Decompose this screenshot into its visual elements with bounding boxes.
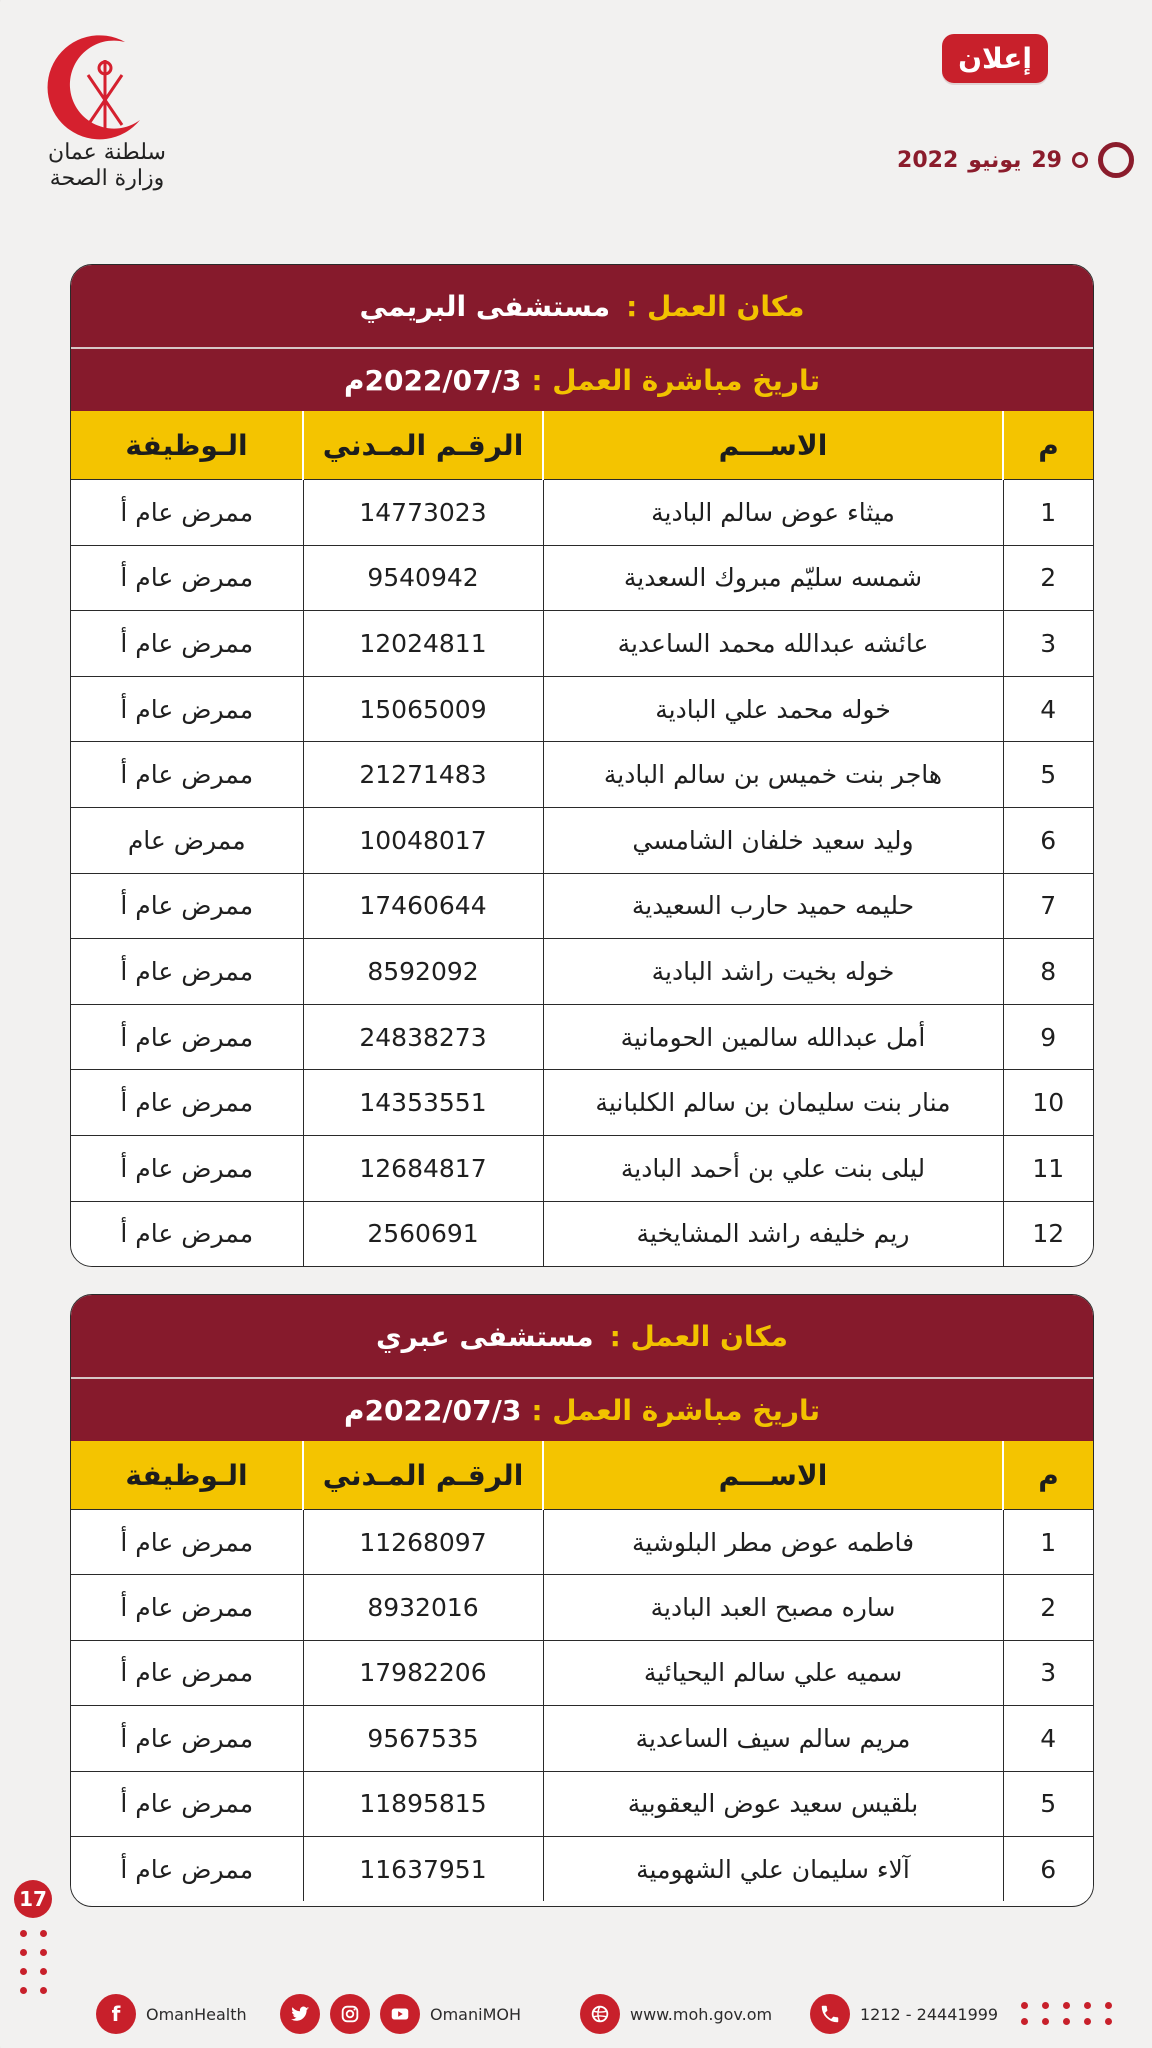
phone-number: 1212 - 24441999 <box>860 2004 999 2024</box>
name-cell: بلقيس سعيد عوض اليعقوبية <box>543 1771 1003 1836</box>
header-serial: م <box>1003 1441 1093 1510</box>
announcement-date <box>897 140 1134 180</box>
facebook-handle: OmanHealth <box>146 2004 247 2024</box>
serial-cell: 2 <box>1003 1575 1093 1640</box>
civil-id-cell: 17460644 <box>303 873 543 939</box>
start-date-label: تاريخ مباشرة العمل : <box>531 1393 821 1427</box>
table-row <box>71 480 1093 546</box>
serial-cell: 4 <box>1003 676 1093 742</box>
job-cell: ممرض عام أ <box>71 873 303 939</box>
civil-id-cell: 21271483 <box>303 742 543 808</box>
table-row <box>71 1836 1093 1901</box>
serial-cell: 3 <box>1003 1640 1093 1705</box>
instagram-icon <box>330 1994 370 2034</box>
table-row <box>71 1070 1093 1136</box>
name-cell: هاجر بنت خميس بن سالم البادية <box>543 742 1003 808</box>
civil-id-cell: 11637951 <box>303 1836 543 1901</box>
date-year: 2022 <box>897 147 959 173</box>
table-row <box>71 1575 1093 1640</box>
table-row <box>71 807 1093 873</box>
globe-icon <box>580 1994 620 2034</box>
hospital-section-buraimi <box>70 264 1094 1267</box>
announcement-badge: إعلان <box>942 34 1048 83</box>
table-row <box>71 1004 1093 1070</box>
job-cell: ممرض عام أ <box>71 1706 303 1771</box>
circle-icon <box>1072 152 1088 168</box>
header-name: الاســـم <box>543 1441 1003 1510</box>
start-date-value: 2022/07/3م <box>343 1393 522 1427</box>
job-cell: ممرض عام أ <box>71 1004 303 1070</box>
civil-id-cell: 9540942 <box>303 545 543 611</box>
start-date-row <box>71 1379 1093 1441</box>
civil-id-cell: 11268097 <box>303 1510 543 1575</box>
table-row <box>71 742 1093 808</box>
table-row <box>71 545 1093 611</box>
serial-cell: 10 <box>1003 1070 1093 1136</box>
twitter-icon <box>280 1994 320 2034</box>
work-place-label: مكان العمل : <box>609 1319 789 1353</box>
serial-cell: 5 <box>1003 1771 1093 1836</box>
civil-id-cell: 8592092 <box>303 939 543 1005</box>
employees-table <box>71 411 1093 1266</box>
phone-icon <box>810 1994 850 2034</box>
serial-cell: 6 <box>1003 807 1093 873</box>
job-cell: ممرض عام أ <box>71 1510 303 1575</box>
civil-id-cell: 2560691 <box>303 1201 543 1266</box>
civil-id-cell: 12024811 <box>303 611 543 677</box>
civil-id-cell: 15065009 <box>303 676 543 742</box>
table-row <box>71 611 1093 677</box>
serial-cell: 3 <box>1003 611 1093 677</box>
name-cell: ميثاء عوض سالم البادية <box>543 480 1003 546</box>
table-row <box>71 1510 1093 1575</box>
job-cell: ممرض عام أ <box>71 1135 303 1201</box>
civil-id-cell: 10048017 <box>303 807 543 873</box>
work-place-row <box>71 265 1093 349</box>
serial-cell: 12 <box>1003 1201 1093 1266</box>
serial-cell: 8 <box>1003 939 1093 1005</box>
logo-text-line2: وزارة الصحة <box>49 166 165 191</box>
job-cell: ممرض عام أ <box>71 1575 303 1640</box>
civil-id-cell: 8932016 <box>303 1575 543 1640</box>
header-name: الاســـم <box>543 411 1003 480</box>
table-row <box>71 939 1093 1005</box>
job-cell: ممرض عام أ <box>71 1640 303 1705</box>
serial-cell: 6 <box>1003 1836 1093 1901</box>
date-month: يونيو <box>968 147 1022 173</box>
name-cell: ساره مصبح العبد البادية <box>543 1575 1003 1640</box>
job-cell: ممرض عام أ <box>71 1771 303 1836</box>
page-number: 17 <box>14 1880 52 1918</box>
name-cell: سميه علي سالم اليحيائية <box>543 1640 1003 1705</box>
job-cell: ممرض عام أ <box>71 611 303 677</box>
start-date-label: تاريخ مباشرة العمل : <box>531 363 821 397</box>
social-handle: OmaniMOH <box>430 2004 521 2024</box>
name-cell: عائشه عبدالله محمد الساعدية <box>543 611 1003 677</box>
hospital-section-ibri <box>70 1294 1094 1907</box>
start-date-value: 2022/07/3م <box>343 363 522 397</box>
job-cell: ممرض عام أ <box>71 1201 303 1266</box>
name-cell: ريم خليفه راشد المشايخية <box>543 1201 1003 1266</box>
job-cell: ممرض عام أ <box>71 742 303 808</box>
serial-cell: 4 <box>1003 1706 1093 1771</box>
job-cell: ممرض عام أ <box>71 939 303 1005</box>
job-cell: ممرض عام أ <box>71 1070 303 1136</box>
facebook-link[interactable] <box>96 1994 247 2034</box>
job-cell: ممرض عام <box>71 807 303 873</box>
social-links[interactable] <box>280 1994 521 2034</box>
table-row <box>71 1706 1093 1771</box>
serial-cell: 1 <box>1003 480 1093 546</box>
header-serial: م <box>1003 411 1093 480</box>
civil-id-cell: 9567535 <box>303 1706 543 1771</box>
facebook-icon: f <box>96 1994 136 2034</box>
work-place-row <box>71 1295 1093 1379</box>
civil-id-cell: 17982206 <box>303 1640 543 1705</box>
name-cell: حليمه حميد حارب السعيدية <box>543 873 1003 939</box>
serial-cell: 1 <box>1003 1510 1093 1575</box>
table-row <box>71 1771 1093 1836</box>
table-row <box>71 1135 1093 1201</box>
serial-cell: 9 <box>1003 1004 1093 1070</box>
job-cell: ممرض عام أ <box>71 676 303 742</box>
job-cell: ممرض عام أ <box>71 1836 303 1901</box>
logo-text-line1: سلطنة عمان <box>48 140 166 165</box>
work-place-label: مكان العمل : <box>626 289 805 323</box>
job-cell: ممرض عام أ <box>71 545 303 611</box>
decorative-dots-right <box>1021 2002 1112 2025</box>
footer <box>0 1994 1152 2034</box>
header-civil-id: الرقـم المـدني <box>303 1441 543 1510</box>
ring-icon <box>1098 142 1134 178</box>
name-cell: مريم سالم سيف الساعدية <box>543 1706 1003 1771</box>
header-civil-id: الرقـم المـدني <box>303 411 543 480</box>
name-cell: ليلى بنت علي بن أحمد البادية <box>543 1135 1003 1201</box>
name-cell: خوله بخيت راشد البادية <box>543 939 1003 1005</box>
date-day: 29 <box>1031 147 1062 173</box>
phone-link[interactable] <box>810 1994 998 2034</box>
table-row <box>71 1640 1093 1705</box>
name-cell: شمسه سليّم مبروك السعدية <box>543 545 1003 611</box>
work-place-value: مستشفى عبري <box>375 1319 594 1353</box>
civil-id-cell: 14353551 <box>303 1070 543 1136</box>
employees-table <box>71 1441 1093 1901</box>
website-url: www.moh.gov.om <box>630 2004 773 2024</box>
job-cell: ممرض عام أ <box>71 480 303 546</box>
serial-cell: 5 <box>1003 742 1093 808</box>
civil-id-cell: 14773023 <box>303 480 543 546</box>
serial-cell: 2 <box>1003 545 1093 611</box>
logo-text <box>32 140 182 192</box>
header-job: الـوظيفة <box>71 1441 303 1510</box>
work-place-value: مستشفى البريمي <box>359 289 611 323</box>
website-link[interactable] <box>580 1994 772 2034</box>
civil-id-cell: 11895815 <box>303 1771 543 1836</box>
name-cell: منار بنت سليمان بن سالم الكلبانية <box>543 1070 1003 1136</box>
civil-id-cell: 24838273 <box>303 1004 543 1070</box>
name-cell: خوله محمد علي البادية <box>543 676 1003 742</box>
name-cell: وليد سعيد خلفان الشامسي <box>543 807 1003 873</box>
start-date-row <box>71 349 1093 411</box>
serial-cell: 7 <box>1003 873 1093 939</box>
name-cell: أمل عبدالله سالمين الحومانية <box>543 1004 1003 1070</box>
table-header <box>71 411 1093 480</box>
header-job: الـوظيفة <box>71 411 303 480</box>
table-row <box>71 676 1093 742</box>
table-header <box>71 1441 1093 1510</box>
name-cell: آلاء سليمان علي الشهومية <box>543 1836 1003 1901</box>
youtube-icon <box>380 1994 420 2034</box>
civil-id-cell: 12684817 <box>303 1135 543 1201</box>
name-cell: فاطمه عوض مطر البلوشية <box>543 1510 1003 1575</box>
serial-cell: 11 <box>1003 1135 1093 1201</box>
table-row <box>71 873 1093 939</box>
table-row <box>71 1201 1093 1266</box>
decorative-dots-left <box>20 1930 50 1994</box>
